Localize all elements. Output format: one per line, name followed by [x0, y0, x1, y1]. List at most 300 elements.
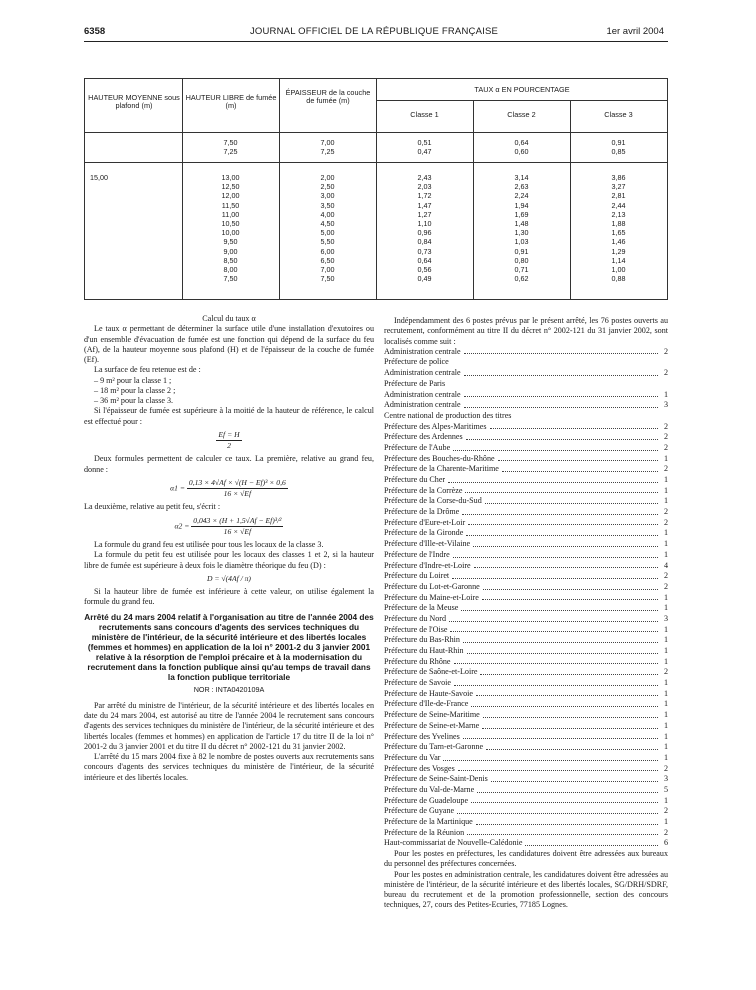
formula-grand-feu-den: 16 × √Ef: [223, 489, 252, 498]
leader-dots: [486, 749, 658, 750]
table-cell: 8,00: [223, 265, 238, 275]
header-taux: TAUX α EN POURCENTAGE: [474, 85, 570, 94]
paragraph: Indépendamment des 6 postes prévus par le présent arrêté, les 76 postes ouverts au recrutement, conformément au titre II du décret n° 2002-121 du 31 janvier 2002, sont localisés comme suit :: [384, 316, 668, 346]
list-item-label: Préfecture de Guyane: [384, 806, 455, 816]
list-item-count: 1: [663, 752, 668, 762]
list-item: [384, 390, 668, 401]
table-cell: 9,50: [223, 237, 238, 247]
table-cell: 5,50: [320, 237, 335, 247]
group2-classe-3: [570, 173, 667, 283]
list-item: [384, 486, 668, 497]
list-item-count: 1: [663, 731, 668, 741]
formula-diametre: D = √(4Af / π): [207, 573, 251, 583]
list-item-label: Préfecture de la Corrèze: [384, 485, 463, 495]
leader-dots: [454, 663, 658, 664]
list-item: [384, 721, 668, 732]
list-item-count: 2: [663, 432, 668, 442]
list-item-label: Préfecture de l'Aube: [384, 442, 451, 452]
leader-dots: [463, 642, 658, 643]
taux-subheader-border: [376, 100, 668, 101]
list-item: [384, 550, 668, 561]
table-cell: 0,73: [417, 246, 432, 256]
table-cell: 2,43: [417, 173, 432, 182]
list-item: [384, 400, 668, 411]
list-item: [384, 753, 668, 764]
formula-petit-feu-den: 16 × √Ef: [223, 526, 252, 536]
table-cell: 9,00: [223, 246, 238, 256]
list-item-label: Administration centrale: [384, 368, 461, 378]
table-cell: 0,91: [611, 138, 626, 147]
leader-dots: [464, 375, 658, 376]
list-item: [384, 657, 668, 668]
header-classe-2: Classe 2: [507, 110, 536, 119]
list-item-count: 2: [663, 827, 668, 837]
table-cell: 1,00: [611, 265, 626, 275]
table-cell: 1,47: [417, 200, 432, 210]
bullet-item: – 9 m² pour la classe 1 ;: [94, 375, 172, 385]
leader-dots: [443, 760, 658, 761]
list-item-count: 1: [663, 688, 668, 698]
table-cell: 1,10: [417, 219, 432, 229]
list-item-count: 1: [663, 549, 668, 559]
list-item-label: Préfecture du Bas-Rhin: [384, 635, 460, 645]
list-item-label: Préfecture de Savoie: [384, 678, 451, 688]
leader-dots: [477, 792, 658, 793]
table-cell: 0,60: [514, 147, 529, 157]
list-item-label: Préfecture de Paris: [384, 378, 446, 388]
page-number: 6358: [84, 26, 106, 37]
table-cell: 3,27: [611, 182, 626, 192]
list-item-label: Préfecture de Seine-Maritime: [384, 710, 480, 720]
formula-ef: [84, 430, 374, 452]
list-item: [384, 475, 668, 486]
list-item-label: Préfecture du Nord: [384, 613, 447, 623]
leader-dots: [468, 524, 658, 525]
list-item-label: Préfecture du Lot-et-Garonne: [384, 581, 480, 591]
list-item-label: Préfecture des Ardennes: [384, 432, 463, 442]
leader-dots: [473, 546, 658, 547]
postes-list: [384, 347, 668, 849]
table-cell: 0,49: [417, 274, 432, 284]
table-cell: 3,86: [611, 173, 626, 182]
table-cell: 8,50: [223, 255, 238, 265]
table-cell: 1,46: [611, 237, 626, 247]
table-cell: 1,14: [611, 255, 626, 265]
leader-dots: [453, 450, 658, 451]
table-cell: 0,51: [417, 138, 432, 147]
list-item-label: Préfecture du Cher: [384, 475, 446, 484]
table-cell: 1,88: [611, 219, 626, 229]
list-item: [384, 357, 668, 368]
list-item-count: 3: [663, 774, 668, 784]
leader-dots: [454, 685, 658, 686]
formula-grand-feu: [84, 478, 374, 500]
list-item: [384, 379, 668, 390]
leader-dots: [471, 706, 658, 707]
leader-dots: [525, 845, 658, 846]
list-item-count: 1: [663, 624, 668, 634]
list-item-count: 3: [663, 400, 668, 410]
list-item-label: Préfecture de l'Oise: [384, 624, 448, 634]
list-item-count: 2: [663, 667, 668, 677]
group1-classe-3: [570, 138, 667, 156]
list-item-count: 1: [663, 603, 668, 613]
table-cell: 2,24: [514, 191, 529, 201]
leader-dots: [466, 535, 658, 536]
list-item-label: Centre national de production des titres: [384, 410, 512, 420]
leader-dots: [452, 578, 658, 579]
list-item-label: Préfecture de la Charente-Maritime: [384, 464, 499, 474]
table-cell: 0,96: [417, 228, 432, 238]
list-item-count: 1: [663, 720, 668, 730]
list-item-label: Administration centrale: [384, 346, 461, 356]
table-cell: 7,00: [320, 265, 335, 275]
leader-dots: [464, 353, 658, 354]
list-item-label: Préfecture des Yvelines: [384, 731, 460, 741]
table-cell: 11,50: [221, 200, 240, 210]
list-item-count: 1: [663, 475, 668, 484]
formula-petit-feu-num: 0,043 × (H + 1,5√Af − Ef)³/²: [191, 516, 283, 527]
table-border-right: [667, 78, 668, 300]
list-item: [384, 614, 668, 625]
leader-dots: [457, 813, 658, 814]
list-item-count: 2: [663, 464, 668, 474]
table-cell: 0,85: [611, 147, 626, 157]
table-cell: 2,63: [514, 182, 529, 192]
table-cell: 10,50: [221, 219, 240, 229]
list-item-count: 1: [663, 485, 668, 495]
list-item: [384, 732, 668, 743]
list-item-count: 2: [663, 346, 668, 356]
list-item: [384, 582, 668, 593]
table-cell: 2,13: [611, 209, 626, 219]
calc-title: Calcul du taux α: [202, 314, 256, 323]
list-item: [384, 464, 668, 475]
list-item: [384, 518, 668, 529]
paragraph: Si la hauteur libre de fumée est inférieure à cette valeur, on utilise également la formule du grand feu.: [84, 587, 374, 607]
list-item-label: Préfecture du Loiret: [384, 571, 450, 581]
leader-dots: [449, 621, 658, 622]
list-item: [384, 646, 668, 657]
list-item-label: Préfecture du Tarn-et-Garonne: [384, 742, 484, 752]
table-cell: 1,65: [611, 228, 626, 238]
table-cell: 1,27: [417, 209, 432, 219]
list-item-label: Préfecture de l'Indre: [384, 549, 450, 559]
paragraph: Par arrêté du ministre de l'intérieur, de la sécurité intérieure et des libertés locales en date du 24 mars 2004, est autorisé au titre de l'année 2004 le recrutement sans concours d'agents des services techniques du ministère de l'intérieur, de la sécurité intérieure et des libertés locales (femmes et hommes) en application de l'article 17 du titre II de la loi n° 2001-2 du 3 janvier 2001 et du titre II du décret n° 2002-121 du 31 janvier 2002.: [84, 700, 374, 751]
taux-table: [84, 78, 668, 300]
table-cell: 1,69: [514, 209, 529, 219]
leader-dots: [463, 738, 658, 739]
list-item-label: Préfecture du Rhône: [384, 656, 451, 666]
list-item: [384, 635, 668, 646]
table-cell: 0,64: [417, 255, 432, 265]
list-item-count: 1: [663, 710, 668, 720]
formula-grand-feu-num: 0,13 × 4√Af × √(H − Ef)³ × 0,6: [187, 478, 288, 489]
list-item-count: 3: [663, 613, 668, 623]
list-item-label: Préfecture de la Meuse: [384, 603, 459, 613]
table-cell: 1,72: [417, 191, 432, 201]
list-item: [384, 432, 668, 443]
table-cell: 1,30: [514, 228, 529, 238]
paragraph: L'arrêté du 15 mars 2004 fixe à 82 le nombre de postes ouverts aux recrutements sans concours d'agents des services techniques du ministère de l'intérieur, de la sécurité intérieure et des libertés locales.: [84, 752, 374, 782]
group2-classe-2: [473, 173, 570, 283]
list-item: [384, 699, 668, 710]
list-item-count: 1: [663, 646, 668, 655]
list-item-label: Préfecture de police: [384, 357, 449, 367]
group2-epaisseur: [279, 173, 376, 283]
list-item: [384, 539, 668, 550]
list-item: [384, 817, 668, 828]
list-item-count: 2: [663, 806, 668, 816]
list-item-label: Préfecture de la Gironde: [384, 528, 464, 538]
header-rule: [84, 41, 668, 42]
list-item: [384, 678, 668, 689]
list-item-label: Préfecture d'Indre-et-Loire: [384, 560, 471, 570]
paragraph: La formule du petit feu est utilisée pour les locaux des classes 1 et 2, si la hauteur libre de fumée est supérieure à deux fois le diamètre théorique du feu (D) :: [84, 550, 374, 570]
left-column: [84, 314, 374, 783]
table-cell: 2,44: [611, 200, 626, 210]
leader-dots: [448, 482, 658, 483]
table-cell: 0,80: [514, 255, 529, 265]
header-classe-3: Classe 3: [604, 110, 633, 119]
table-cell: 7,25: [320, 147, 335, 157]
list-item-label: Préfecture de la Martinique: [384, 817, 473, 826]
list-item-label: Préfecture de la Drôme: [384, 507, 460, 517]
leader-dots: [483, 717, 658, 718]
arrete-title: Arrêté du 24 mars 2004 relatif à l'organisation au titre de l'année 2004 des recrutements sans concours d'agents des services techniques du ministère de l'intérieur, de la sécurité intérieure et des libertés locales (femmes et hommes) en application de la loi n° 2001-2 du 3 janvier 2001 relative à la résorption de l'emploi précaire et à la modernisation du recrutement dans la fonction publique ainsi qu'au temps de travail dans la fonction publique territoriale: [84, 611, 374, 682]
list-item-label: Préfecture du Haut-Rhin: [384, 646, 464, 655]
list-item-count: 1: [663, 678, 668, 688]
list-item-count: 5: [663, 784, 668, 794]
leader-dots: [464, 396, 658, 397]
leader-dots: [450, 631, 658, 632]
list-item: [384, 689, 668, 700]
table-cell: 11,00: [221, 209, 240, 219]
leader-dots: [491, 781, 658, 782]
list-item-label: Préfecture du Var: [384, 752, 441, 762]
formula-petit-feu: [84, 516, 374, 538]
list-item-count: 1: [663, 817, 668, 826]
group2-hauteur-libre: [182, 173, 279, 283]
list-item: [384, 593, 668, 604]
formula-ef-den: 2: [227, 441, 231, 450]
list-item-label: Préfecture des Vosges: [384, 763, 455, 773]
list-item: [384, 742, 668, 753]
formula-petit-feu-lhs: α2 =: [174, 521, 190, 530]
list-item-label: Administration centrale: [384, 389, 461, 399]
list-item-label: Haut-commissariat de Nouvelle-Calédonie: [384, 838, 523, 848]
group2-hauteur-moyenne: 15,00: [90, 173, 108, 182]
list-item: [384, 443, 668, 454]
list-item: [384, 838, 668, 849]
leader-dots: [471, 802, 658, 803]
group1-classe-1: [376, 138, 473, 156]
list-item-label: Préfecture de la Réunion: [384, 827, 465, 837]
table-cell: 3,50: [320, 200, 335, 210]
paragraph: Pour les postes en préfectures, les candidatures doivent être adressées aux bureaux du personnel des préfectures concernées.: [384, 849, 668, 869]
list-item-count: 2: [663, 368, 668, 378]
group1-epaisseur: [279, 138, 376, 156]
header-hauteur-moyenne: HAUTEUR MOYENNE sous plafond (m): [88, 93, 180, 110]
list-item: [384, 828, 668, 839]
list-item-label: Préfecture de Seine-et-Marne: [384, 720, 480, 730]
list-item-count: 2: [663, 763, 668, 773]
list-item-label: Préfecture d'Ile-de-France: [384, 699, 469, 709]
list-item-label: Préfecture des Alpes-Maritimes: [384, 421, 487, 431]
paragraph: La surface de feu retenue est de :: [94, 365, 201, 375]
group1-hauteur-libre: [182, 138, 279, 156]
leader-dots: [453, 557, 658, 558]
table-border-left: [84, 78, 85, 300]
table-cell: 6,00: [320, 246, 335, 256]
table-cell: 1,94: [514, 200, 529, 210]
table-cell: 12,50: [221, 182, 240, 192]
table-cell: 3,00: [320, 191, 335, 201]
table-cell: 3,14: [514, 173, 529, 182]
leader-dots: [476, 824, 658, 825]
leader-dots: [502, 471, 658, 472]
formula-ef-num: Ef = H: [216, 430, 241, 441]
list-item-label: Préfecture de Haute-Savoie: [384, 688, 473, 698]
paragraph: Le taux α permettant de déterminer la surface utile d'une installation d'exutoires ou d'un ensemble d'évacuation de fumée est une fonction qui dépend de la surface du feu (Af), de la hauteur moyenne sous plafond (H) et de l'épaisseur de la couche de fumée (Ef).: [84, 324, 374, 364]
issue-date: 1er avril 2004: [606, 26, 664, 37]
leader-dots: [483, 589, 658, 590]
table-cell: 0,64: [514, 138, 529, 147]
table-cell: 7,00: [320, 138, 335, 147]
list-item: [384, 454, 668, 465]
formula-grand-feu-lhs: α1 =: [170, 483, 185, 493]
list-item-label: Préfecture des Bouches-du-Rhône: [384, 453, 495, 463]
table-cell: 2,50: [320, 182, 335, 192]
list-item: [384, 764, 668, 775]
table-cell: 0,91: [514, 246, 529, 256]
table-cell: 1,29: [611, 246, 626, 256]
paragraph: La formule du grand feu est utilisée pour tous les locaux de la classe 3.: [94, 540, 324, 549]
table-cell: 7,50: [320, 274, 335, 284]
list-item: [384, 561, 668, 572]
list-item: [384, 806, 668, 817]
table-cell: 7,50: [223, 274, 238, 284]
table-cell: 6,50: [320, 255, 335, 265]
leader-dots: [480, 674, 658, 675]
table-cell: 5,00: [320, 228, 335, 238]
leader-dots: [466, 439, 658, 440]
list-item: [384, 368, 668, 379]
paragraph: Pour les postes en administration centrale, les candidatures doivent être adressées au ministère de l'intérieur, de la sécurité intérieure et des libertés locales, SG/DRH/SDRF, bureau du recrutement et de la promotion professionnelle, section des concours techniques, 27, cours des Petites-Ecuries, 77185 Lognes.: [384, 869, 668, 910]
list-item: [384, 411, 668, 422]
table-cell: 0,62: [514, 274, 529, 284]
leader-dots: [476, 695, 658, 696]
table-cell: 0,84: [417, 237, 432, 247]
table-cell: 13,00: [221, 173, 240, 182]
list-item-label: Préfecture de Guadeloupe: [384, 795, 469, 805]
leader-dots: [485, 503, 658, 504]
list-item: [384, 667, 668, 678]
leader-dots: [465, 492, 658, 493]
list-item-count: 4: [663, 560, 668, 570]
list-item: [384, 710, 668, 721]
list-item-count: 1: [663, 539, 668, 549]
leader-dots: [498, 460, 658, 461]
table-cell: 1,48: [514, 219, 529, 229]
list-item-count: 2: [663, 507, 668, 517]
list-item-count: 2: [663, 581, 668, 591]
list-item-count: 6: [663, 838, 668, 848]
leader-dots: [458, 770, 658, 771]
table-cell: 4,00: [320, 209, 335, 219]
leader-dots: [474, 567, 658, 568]
table-cell: 2,00: [320, 173, 335, 182]
leader-dots: [462, 514, 658, 515]
list-item-count: 1: [663, 656, 668, 666]
table-cell: 0,47: [417, 147, 432, 157]
group1-classe-2: [473, 138, 570, 156]
list-item-count: 2: [663, 517, 668, 527]
list-item-count: 1: [663, 635, 668, 645]
journal-title: JOURNAL OFFICIEL DE LA RÉPUBLIQUE FRANÇAISE: [249, 26, 499, 37]
list-item-label: Préfecture du Val-de-Marne: [384, 784, 475, 794]
list-item: [384, 774, 668, 785]
page-header: [84, 26, 664, 40]
paragraph: Deux formules permettent de calculer ce taux. La première, relative au grand feu, donne :: [84, 454, 374, 474]
list-item: [384, 496, 668, 507]
table-cell: 0,56: [417, 265, 432, 275]
table-cell: 2,03: [417, 182, 432, 192]
table-cell: 4,50: [320, 219, 335, 229]
group2-classe-1: [376, 173, 473, 283]
table-cell: 2,81: [611, 191, 626, 201]
list-item-label: Préfecture d'Ille-et-Vilaine: [384, 539, 471, 549]
list-item: [384, 603, 668, 614]
list-item-count: 1: [663, 592, 668, 602]
nor-reference: NOR : INTA0420109A: [193, 684, 265, 694]
list-item: [384, 528, 668, 539]
list-item-label: Préfecture de la Corse-du-Sud: [384, 496, 482, 506]
paragraph: La deuxième, relative au petit feu, s'écrit :: [84, 502, 221, 512]
leader-dots: [461, 610, 658, 611]
table-cell: 7,50: [223, 138, 238, 147]
list-item-count: 2: [663, 421, 668, 431]
list-item-count: 2: [663, 571, 668, 581]
list-item: [384, 625, 668, 636]
list-item-count: 1: [663, 699, 668, 709]
list-item-label: Préfecture d'Eure-et-Loir: [384, 517, 466, 527]
list-item-count: 1: [663, 496, 668, 506]
list-item-label: Préfecture du Maine-et-Loire: [384, 592, 479, 602]
table-cell: 12,00: [221, 191, 240, 201]
leader-dots: [467, 834, 658, 835]
leader-dots: [467, 653, 658, 654]
bullet-item: – 18 m² pour la classe 2 ;: [94, 385, 176, 395]
header-classe-1: Classe 1: [410, 110, 439, 119]
leader-dots: [490, 428, 659, 429]
list-item: [384, 571, 668, 582]
list-item: [384, 422, 668, 433]
header-epaisseur: ÉPAISSEUR de la couche de fumée (m): [285, 88, 371, 105]
paragraph: Si l'épaisseur de fumée est supérieure à la moitié de la hauteur de référence, le calcul est effectué pour :: [84, 406, 374, 426]
list-item: [384, 347, 668, 358]
list-item-count: 2: [663, 442, 668, 452]
list-item: [384, 785, 668, 796]
table-cell: 10,00: [221, 228, 240, 238]
list-item-count: 1: [663, 453, 668, 463]
list-item: [384, 507, 668, 518]
list-item: [384, 796, 668, 807]
list-item-label: Préfecture de Saône-et-Loire: [384, 667, 478, 677]
list-item-label: Administration centrale: [384, 400, 461, 410]
list-item-count: 1: [663, 528, 668, 538]
table-cell: 0,88: [611, 274, 626, 284]
